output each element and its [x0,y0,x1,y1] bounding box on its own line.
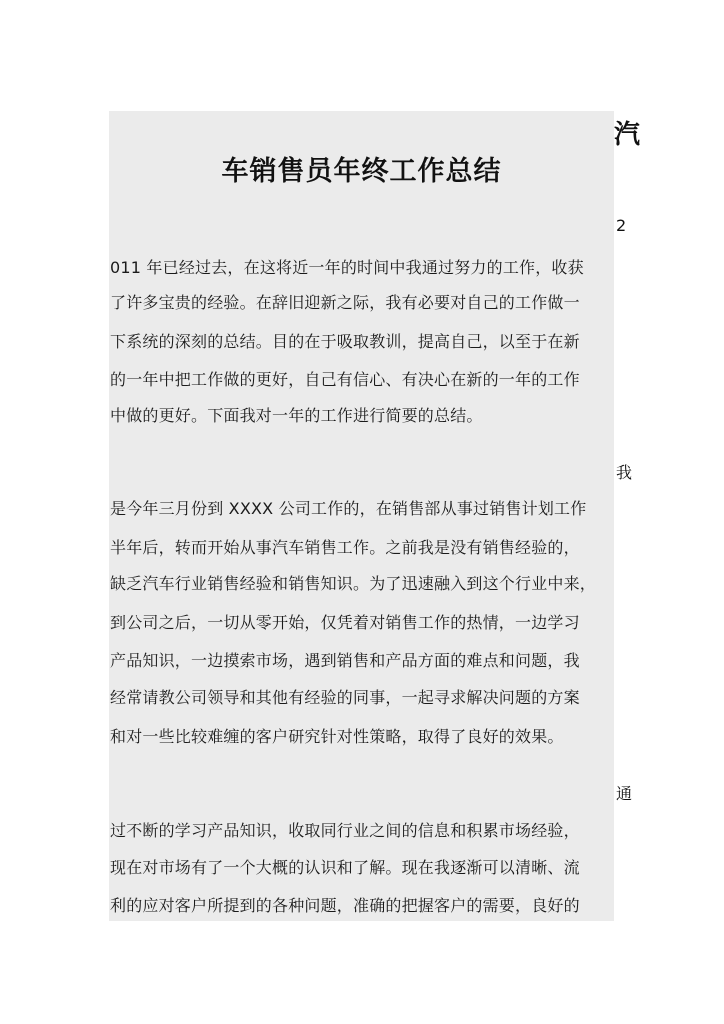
paragraph-3-line-3: 利的应对客户所提到的各种问题，准确的把握客户的需要，良好的 [110,896,580,915]
paragraph-2-line-7: 和对一些比较难缠的客户研究针对性策略，取得了良好的效果。 [110,727,564,746]
paragraph-1-line-1: 011 年已经过去，在这将近一年的时间中我通过努力的工作，收获 [110,258,584,277]
paragraph-3-line-2: 现在对市场有了一个大概的认识和了解。现在我逐渐可以清晰、流 [110,858,580,877]
paragraph-2-line-3: 缺乏汽车行业销售经验和销售知识。为了迅速融入到这个行业中来， [110,574,597,593]
document-title: 车销售员年终工作总结 [221,156,502,187]
paragraph-2-line-2: 半年后，转而开始从事汽车销售工作。之前我是没有销售经验的， [110,538,580,557]
paragraph-2-line-5: 产品知识，一边摸索市场，遇到销售和产品方面的难点和问题，我 [110,651,580,670]
paragraph-1-line-5: 中做的更好。下面我对一年的工作进行简要的总结。 [110,406,483,425]
paragraph-2-line-6: 经常请教公司领导和其他有经验的同事，一起寻求解决问题的方案 [110,688,580,707]
paragraph-1-line-3: 下系统的深刻的总结。目的在于吸取教训，提高自己，以至于在新 [110,332,580,351]
title-first-char: 汽 [614,120,641,150]
paragraph-2-line-4: 到公司之后，一切从零开始，仅凭着对销售工作的热情，一边学习 [110,613,580,632]
paragraph-1-line-4: 的一年中把工作做的更好，自己有信心、有决心在新的一年的工作 [110,370,580,389]
paragraph-1-first-char: 2 [616,216,627,235]
paragraph-1-line-2: 了许多宝贵的经验。在辞旧迎新之际，我有必要对自己的工作做一 [110,293,580,312]
paragraph-3-line-1: 过不断的学习产品知识，收取同行业之间的信息和积累市场经验， [110,821,580,840]
paragraph-3-first-char: 通 [616,784,633,803]
paragraph-2-line-1: 是今年三月份到 XXXX 公司工作的，在销售部从事过销售计划工作 [110,499,587,518]
paragraph-2-first-char: 我 [616,463,633,482]
